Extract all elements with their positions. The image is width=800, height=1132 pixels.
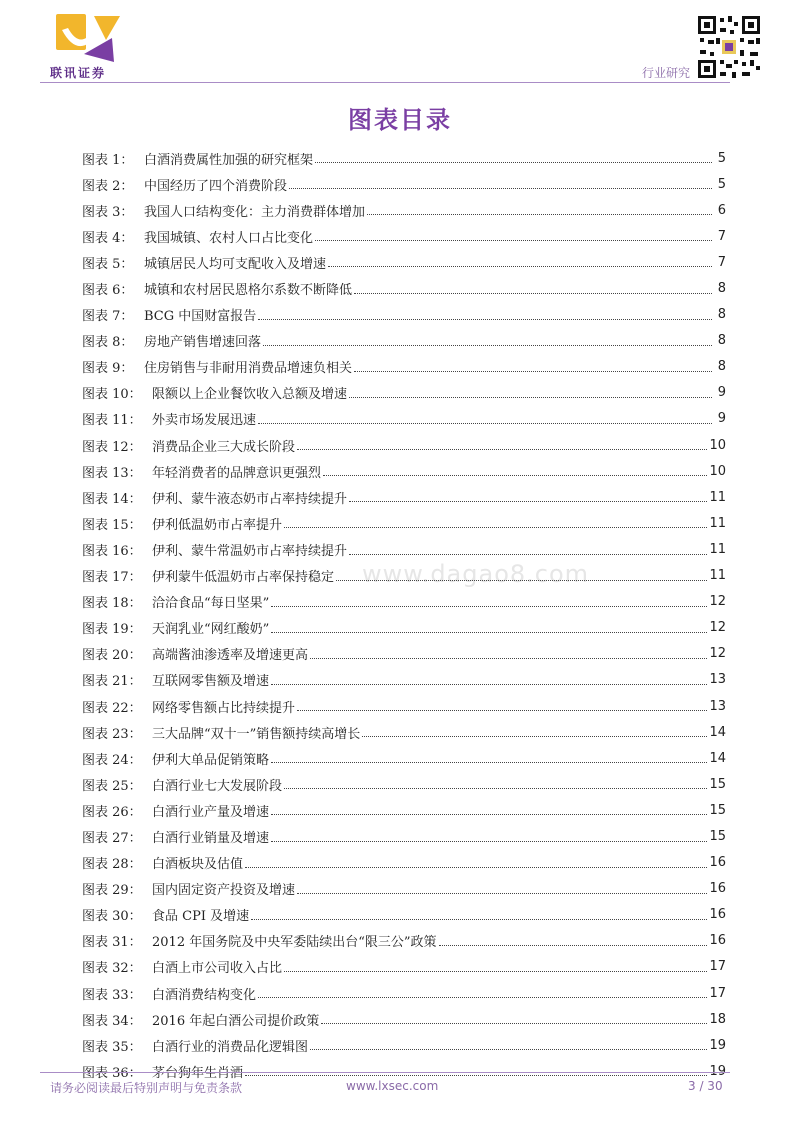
toc-row[interactable] [82, 145, 726, 171]
toc-label: 图表 25： [82, 778, 142, 794]
toc-row[interactable] [82, 197, 726, 223]
toc-label: 图表 15： [82, 517, 142, 533]
toc-page-number: 17 [709, 985, 726, 1001]
toc-row[interactable] [82, 876, 726, 902]
toc-row[interactable] [82, 458, 726, 484]
toc-page-number: 14 [709, 724, 726, 740]
toc-label: 图表 35： [82, 1039, 142, 1055]
dot-leader [354, 292, 712, 294]
toc-label: 图表 36： [82, 1065, 142, 1081]
toc-title[interactable]: 伊利、蒙牛常温奶市占率持续提升 [152, 543, 348, 559]
dot-leader [271, 683, 707, 685]
toc-label: 图表 31： [82, 935, 142, 951]
toc-row[interactable] [82, 171, 726, 197]
toc-label: 图表 30： [82, 909, 142, 925]
toc-title[interactable]: 消费品企业三大成长阶段 [152, 439, 296, 455]
toc-page-number: 16 [709, 855, 726, 871]
toc-label: 图表 11： [82, 413, 142, 429]
toc-page-number: 6 [717, 202, 726, 218]
toc-label: 图表 27： [82, 830, 142, 846]
toc-title[interactable]: 白酒板块及估值 [152, 857, 244, 873]
toc-page-number: 10 [709, 463, 726, 479]
dot-leader [297, 892, 707, 894]
toc-row[interactable] [82, 536, 726, 562]
dot-leader [310, 657, 707, 659]
toc-page-number: 5 [717, 176, 726, 192]
toc-page-number: 19 [709, 1063, 726, 1079]
toc-label: 图表 10： [82, 387, 142, 403]
toc-label: 图表 18： [82, 596, 142, 612]
toc-page-number: 16 [709, 907, 726, 923]
dot-leader [271, 840, 707, 842]
toc-title[interactable]: 2016 年起白酒公司提价政策 [152, 1013, 320, 1029]
dot-leader [258, 422, 712, 424]
toc-label: 图表 8： [82, 335, 134, 351]
toc-row[interactable] [82, 354, 726, 380]
dot-leader [367, 213, 712, 215]
toc-row[interactable] [82, 823, 726, 849]
dot-leader [271, 605, 707, 607]
dot-leader [284, 787, 707, 789]
table-of-figures [82, 145, 726, 1084]
dot-leader [349, 396, 712, 398]
toc-label: 图表 1： [82, 152, 134, 168]
dot-leader [349, 553, 707, 555]
toc-title[interactable]: 中国经历了四个消费阶段 [144, 178, 288, 194]
toc-title[interactable]: 茅台狗年生肖酒 [152, 1065, 244, 1081]
toc-title[interactable]: 天润乳业“网红酸奶” [152, 622, 270, 638]
toc-label: 图表 7： [82, 309, 134, 325]
toc-label: 图表 4： [82, 230, 134, 246]
toc-page-number: 11 [709, 489, 726, 505]
toc-row[interactable] [82, 954, 726, 980]
toc-page-number: 5 [717, 150, 726, 166]
dot-leader [271, 631, 707, 633]
toc-page-number: 16 [709, 933, 726, 949]
toc-row[interactable] [82, 693, 726, 719]
toc-label: 图表 24： [82, 752, 142, 768]
toc-page-number: 7 [717, 228, 726, 244]
toc-page-number: 15 [709, 776, 726, 792]
toc-page-number: 8 [717, 307, 726, 323]
toc-title[interactable]: 住房销售与非耐用消费品增速负相关 [144, 361, 353, 377]
toc-title[interactable]: 城镇和农村居民恩格尔系数不断降低 [144, 283, 353, 299]
toc-row[interactable] [82, 902, 726, 928]
toc-label: 图表 20： [82, 648, 142, 664]
dot-leader [297, 448, 707, 450]
toc-label: 图表 26： [82, 804, 142, 820]
watermark: www.dagao8.com [362, 560, 590, 588]
toc-row[interactable] [82, 667, 726, 693]
toc-label: 图表 13： [82, 465, 142, 481]
toc-title[interactable]: 年轻消费者的品牌意识更强烈 [152, 465, 322, 481]
header-divider [40, 82, 730, 83]
toc-row[interactable] [82, 275, 726, 301]
toc-title[interactable]: 伊利低温奶市占率提升 [152, 517, 283, 533]
dot-leader [354, 370, 712, 372]
toc-row[interactable] [82, 1006, 726, 1032]
toc-label: 图表 16： [82, 543, 142, 559]
toc-page-number: 12 [709, 646, 726, 662]
footer-website[interactable]: www.lxsec.com [346, 1079, 439, 1093]
dot-leader [289, 187, 712, 189]
dot-leader [258, 318, 712, 320]
toc-row[interactable] [82, 1032, 726, 1058]
toc-page-number: 13 [709, 672, 726, 688]
toc-page-number: 13 [709, 698, 726, 714]
toc-label: 图表 6： [82, 283, 134, 299]
dot-leader [315, 239, 712, 241]
dot-leader [263, 344, 712, 346]
toc-row[interactable] [82, 563, 726, 589]
dot-leader [439, 944, 708, 946]
toc-label: 图表 33： [82, 987, 142, 1003]
toc-title[interactable]: 国内固定资产投资及增速 [152, 883, 296, 899]
dot-leader [251, 918, 707, 920]
toc-title[interactable]: 2012 年国务院及中央军委陆续出台“限三公”政策 [152, 935, 437, 951]
toc-row[interactable] [82, 328, 726, 354]
toc-row[interactable] [82, 302, 726, 328]
toc-page-number: 15 [709, 802, 726, 818]
toc-page-number: 10 [709, 437, 726, 453]
toc-page-number: 18 [709, 1011, 726, 1027]
dot-leader [245, 866, 707, 868]
toc-label: 图表 12： [82, 439, 142, 455]
toc-title[interactable]: 白酒行业销量及增速 [152, 830, 270, 846]
dot-leader [336, 579, 707, 581]
toc-title[interactable]: 网络零售额占比持续提升 [152, 700, 296, 716]
dot-leader [349, 500, 707, 502]
dot-leader [323, 474, 707, 476]
footer-disclaimer: 请务必阅读最后特别声明与免责条款 [50, 1081, 243, 1095]
toc-label: 图表 17： [82, 570, 142, 586]
toc-row[interactable] [82, 589, 726, 615]
toc-title[interactable]: 食品 CPI 及增速 [152, 909, 250, 925]
toc-title[interactable]: 白酒上市公司收入占比 [152, 961, 283, 977]
toc-title[interactable]: 白酒消费结构变化 [152, 987, 257, 1003]
toc-label: 图表 28： [82, 857, 142, 873]
toc-row[interactable] [82, 719, 726, 745]
toc-title[interactable]: 城镇居民人均可支配收入及增速 [144, 256, 327, 272]
toc-label: 图表 19： [82, 622, 142, 638]
toc-title[interactable]: 外卖市场发展迅速 [152, 413, 257, 429]
toc-label: 图表 9： [82, 361, 134, 377]
dot-leader [245, 1074, 707, 1076]
toc-label: 图表 5： [82, 256, 134, 272]
toc-title[interactable]: BCG 中国财富报告 [144, 309, 257, 325]
toc-row[interactable] [82, 249, 726, 275]
toc-row[interactable] [82, 406, 726, 432]
toc-row[interactable] [82, 380, 726, 406]
dot-leader [284, 970, 707, 972]
toc-page-number: 12 [709, 620, 726, 636]
toc-label: 图表 34： [82, 1013, 142, 1029]
toc-page-number: 11 [709, 515, 726, 531]
toc-label: 图表 22： [82, 700, 142, 716]
page-header [0, 0, 800, 90]
toc-label: 图表 29： [82, 883, 142, 899]
toc-title[interactable]: 伊利大单品促销策略 [152, 752, 270, 768]
dot-leader [271, 813, 707, 815]
toc-row[interactable] [82, 510, 726, 536]
toc-page-number: 15 [709, 828, 726, 844]
toc-row[interactable] [82, 484, 726, 510]
dot-leader [258, 996, 707, 998]
page-title: 图表目录 [348, 106, 452, 134]
toc-page-number: 8 [717, 359, 726, 375]
toc-page-number: 11 [709, 541, 726, 557]
toc-row[interactable] [82, 797, 726, 823]
dot-leader [284, 526, 707, 528]
dot-leader [328, 265, 712, 267]
toc-title[interactable]: 三大品牌“双十一”销售额持续高增长 [152, 726, 361, 742]
toc-page-number: 9 [717, 385, 726, 401]
dot-leader [321, 1022, 707, 1024]
toc-label: 图表 3： [82, 204, 134, 220]
toc-page-number: 8 [717, 333, 726, 349]
toc-title[interactable]: 房地产销售增速回落 [144, 335, 262, 351]
dot-leader [297, 709, 707, 711]
toc-page-number: 14 [709, 750, 726, 766]
toc-label: 图表 23： [82, 726, 142, 742]
toc-row[interactable] [82, 850, 726, 876]
toc-page-number: 19 [709, 1037, 726, 1053]
toc-title[interactable]: 白酒消费属性加强的研究框架 [144, 152, 314, 168]
toc-row[interactable] [82, 223, 726, 249]
toc-page-number: 16 [709, 881, 726, 897]
toc-label: 图表 14： [82, 491, 142, 507]
toc-title[interactable]: 洽洽食品“每日坚果” [152, 596, 270, 612]
toc-page-number: 17 [709, 959, 726, 975]
toc-row[interactable] [82, 641, 726, 667]
dot-leader [315, 161, 712, 163]
toc-page-number: 12 [709, 594, 726, 610]
qr-code-icon [696, 14, 762, 80]
toc-title[interactable]: 互联网零售额及增速 [152, 674, 270, 690]
footer-page-number: 3 / 30 [688, 1079, 723, 1093]
toc-page-number: 11 [709, 568, 726, 584]
dot-leader [271, 761, 707, 763]
section-label: 行业研究 [641, 66, 690, 80]
toc-page-number: 8 [717, 281, 726, 297]
toc-label: 图表 2： [82, 178, 134, 194]
toc-title[interactable]: 白酒行业的消费品化逻辑图 [152, 1039, 309, 1055]
toc-label: 图表 32： [82, 961, 142, 977]
toc-title[interactable]: 白酒行业产量及增速 [152, 804, 270, 820]
toc-title[interactable]: 高端酱油渗透率及增速更高 [152, 648, 309, 664]
dot-leader [362, 735, 707, 737]
toc-row[interactable] [82, 771, 726, 797]
toc-row[interactable] [82, 745, 726, 771]
toc-title[interactable]: 伊利、蒙牛液态奶市占率持续提升 [152, 491, 348, 507]
toc-label: 图表 21： [82, 674, 142, 690]
toc-page-number: 7 [717, 254, 726, 270]
toc-title[interactable]: 我国城镇、农村人口占比变化 [144, 230, 314, 246]
footer-divider [40, 1072, 730, 1073]
toc-title[interactable]: 白酒行业七大发展阶段 [152, 778, 283, 794]
toc-row[interactable] [82, 980, 726, 1006]
dot-leader [310, 1048, 707, 1050]
toc-row[interactable] [82, 615, 726, 641]
toc-page-number: 9 [717, 411, 726, 427]
toc-title[interactable]: 限额以上企业餐饮收入总额及增速 [152, 387, 348, 403]
logo-text: 联讯证券 [50, 66, 107, 80]
toc-row[interactable] [82, 432, 726, 458]
toc-row[interactable] [82, 928, 726, 954]
toc-title[interactable]: 我国人口结构变化：主力消费群体增加 [144, 204, 366, 220]
toc-title[interactable]: 伊利蒙牛低温奶市占率保持稳定 [152, 570, 335, 586]
